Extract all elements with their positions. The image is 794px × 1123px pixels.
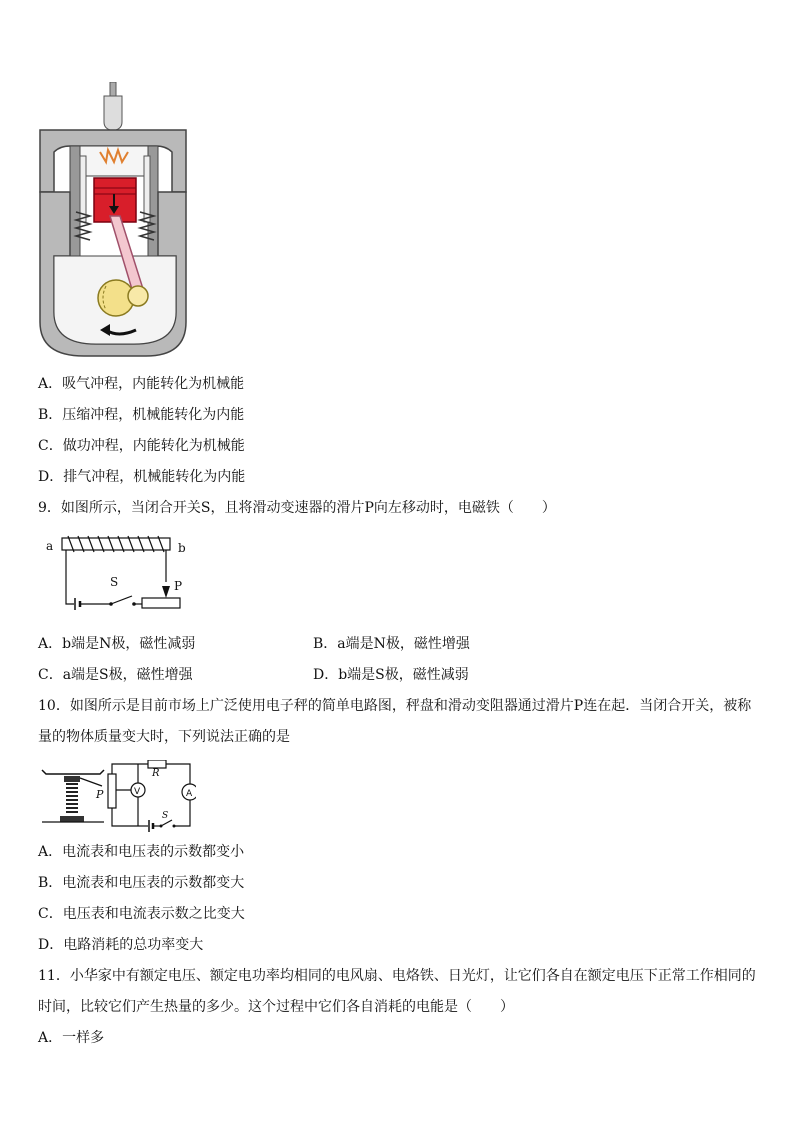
crank-pin bbox=[128, 286, 148, 306]
electronic-scale-circuit-diagram bbox=[40, 760, 196, 832]
scale-spring bbox=[66, 784, 78, 812]
engine-diagram bbox=[36, 82, 194, 360]
q10-option-c: C．电压表和电流表示数之比变大 bbox=[38, 906, 245, 922]
q9-option-c: C．a端是S极，磁性增强 bbox=[38, 667, 193, 683]
terminal-a-label: a bbox=[46, 539, 54, 553]
electromagnet-circuit-diagram bbox=[44, 534, 196, 610]
rheostat-vertical bbox=[108, 774, 116, 808]
q8-option-b: B．压缩冲程，机械能转化为内能 bbox=[38, 407, 245, 423]
terminal-b-label: b bbox=[178, 541, 186, 555]
q10-option-b: B．电流表和电压表的示数都变大 bbox=[38, 875, 245, 891]
intake-valve-stem bbox=[80, 156, 86, 222]
q10-stem-line1: 10．如图所示是目前市场上广泛使用电子秤的简单电路图，秤盘和滑动变阻器通过滑片P连在起．当闭合开关，被称 bbox=[38, 698, 752, 714]
q10-stem-line2: 量的物体质量变大时，下列说法正确的是 bbox=[38, 729, 290, 745]
slider-p-label: P bbox=[96, 788, 104, 801]
rheostat bbox=[142, 598, 180, 608]
q11-stem-line2: 时间，比较它们产生热量的多少。这个过程中它们各自消耗的电能是（ ） bbox=[38, 999, 514, 1015]
ammeter-label: A bbox=[186, 789, 193, 799]
q10-option-d: D．电路消耗的总功率变大 bbox=[38, 937, 204, 953]
resistor-r bbox=[148, 760, 166, 768]
spark-plug bbox=[110, 82, 116, 96]
q8-option-d: D．排气冲程，机械能转化为内能 bbox=[38, 469, 246, 485]
switch-s bbox=[111, 596, 132, 604]
cylinder-wall-left bbox=[70, 146, 80, 256]
spark-plug-body bbox=[104, 96, 122, 130]
scale-pan bbox=[42, 770, 104, 774]
q10-option-a: A．电流表和电压表的示数都变小 bbox=[38, 844, 245, 860]
switch-s-label: S bbox=[110, 575, 119, 589]
q9-option-a: A．b端是N极，磁性减弱 bbox=[38, 636, 196, 652]
slider-p-arrow bbox=[162, 586, 170, 598]
switch-s-label: S bbox=[162, 811, 169, 821]
q9-stem: 9．如图所示，当闭合开关S，且将滑动变速器的滑片P向左移动时，电磁铁（ ） bbox=[38, 500, 556, 516]
electromagnet-core bbox=[62, 538, 170, 550]
voltmeter-label: V bbox=[134, 787, 141, 797]
exhaust-valve-stem bbox=[144, 156, 150, 222]
resistor-r-label: R bbox=[152, 768, 160, 779]
q8-option-a: A．吸气冲程，内能转化为机械能 bbox=[38, 376, 245, 392]
q11-option-a: A．一样多 bbox=[38, 1030, 105, 1046]
q11-stem-line1: 11．小华家中有额定电压、额定电功率均相同的电风扇、电烙铁、日光灯，让它们各自在额定电压下正常工作相同的 bbox=[38, 968, 756, 984]
slider-p-label: P bbox=[174, 579, 183, 593]
q9-option-d: D．b端是S极，磁性减弱 bbox=[313, 667, 469, 683]
q8-option-c: C．做功冲程，内能转化为机械能 bbox=[38, 438, 245, 454]
q9-option-b: B．a端是N极，磁性增强 bbox=[313, 636, 470, 652]
